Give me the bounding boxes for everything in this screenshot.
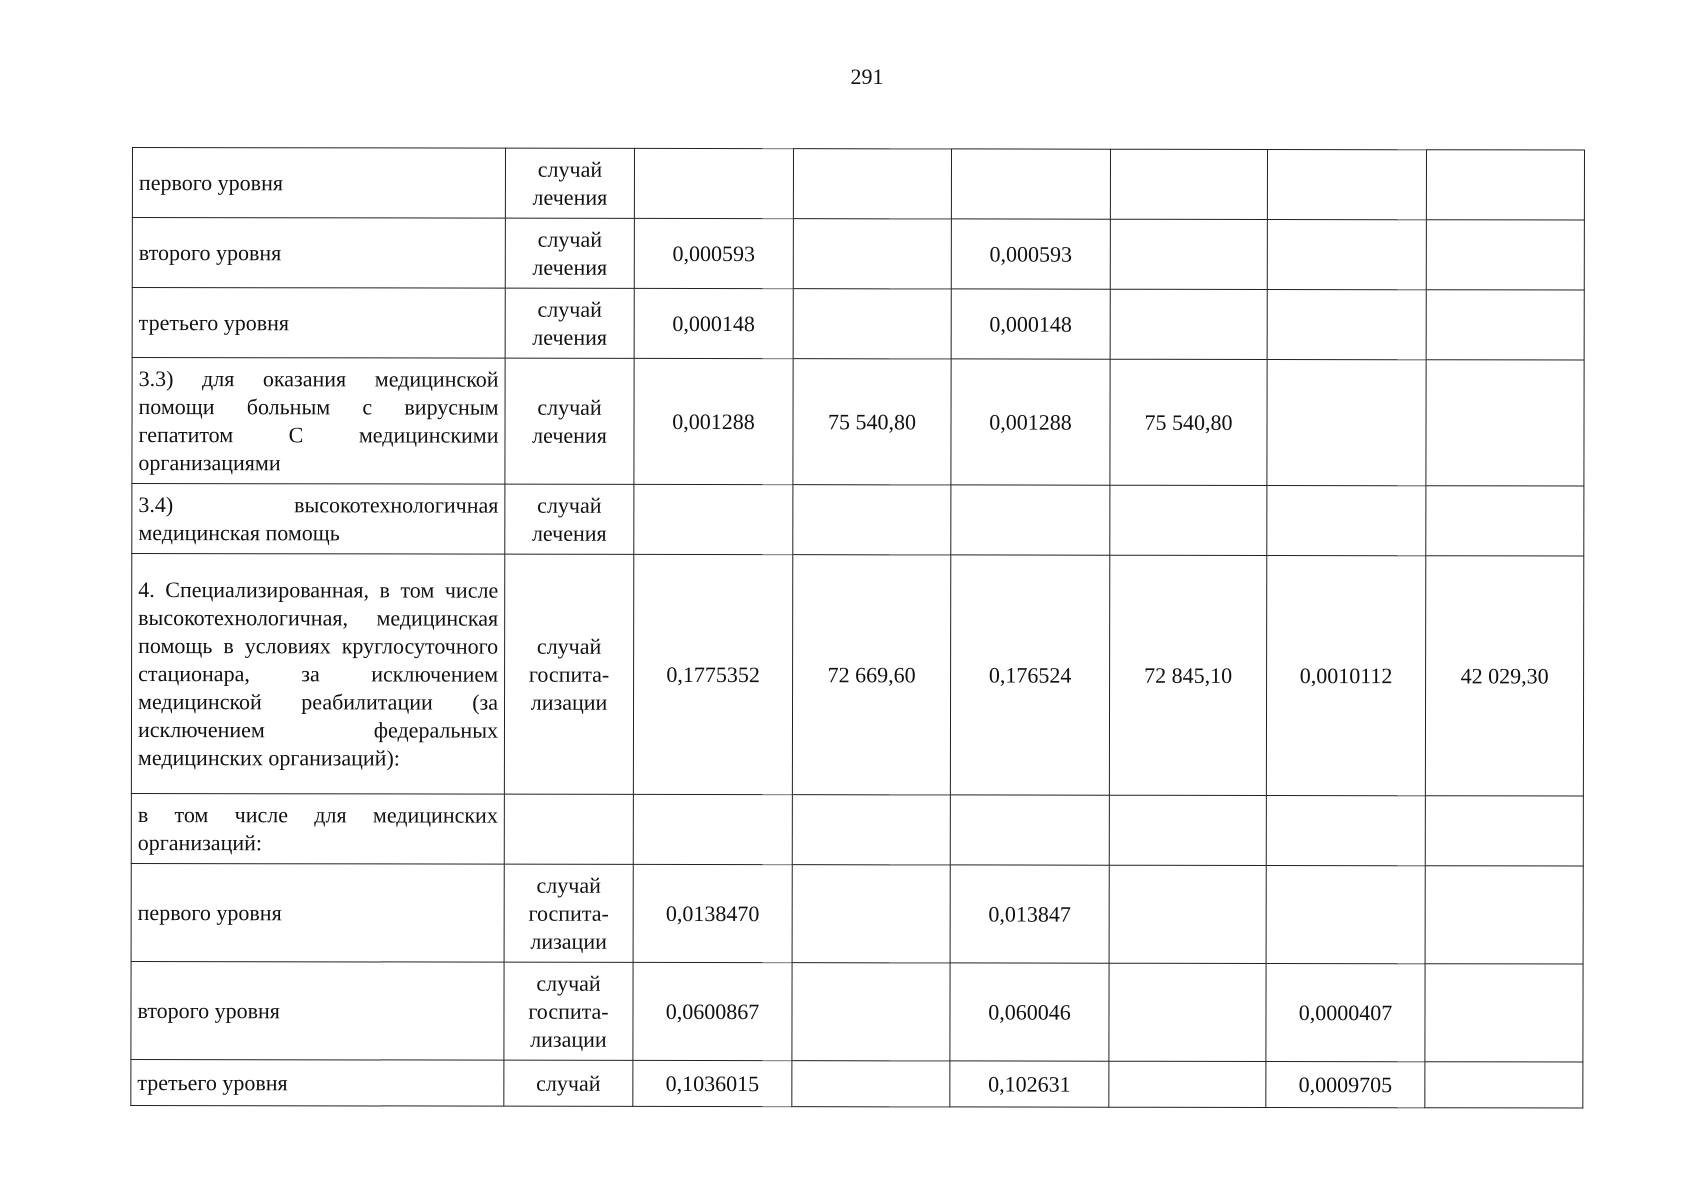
value-cell	[1267, 289, 1426, 359]
value-cell: 0,0000407	[1266, 963, 1425, 1061]
row-label: третьего уровня	[131, 1059, 504, 1106]
value-cell	[1267, 219, 1426, 289]
unit-cell: случай госпита-лизации	[504, 962, 633, 1060]
row-label: 4. Специализированная, в том числе высокотехнологичная, медицинская помощь в условиях круглосуточного стационара, за исключением медицинской реабилитации (за исключением федеральных медицинских организаций):	[131, 554, 504, 795]
row-label: первого уровня	[132, 148, 505, 219]
table-row	[131, 961, 1583, 1062]
unit-cell: случай госпита-лизации	[504, 864, 633, 962]
value-cell: 0,000148	[634, 288, 793, 358]
value-cell	[1267, 359, 1426, 485]
row-label: второго уровня	[132, 218, 505, 289]
row-label: третьего уровня	[132, 288, 505, 359]
value-cell	[951, 149, 1110, 219]
value-cell: 72 669,60	[792, 555, 950, 795]
value-cell	[1110, 289, 1267, 359]
unit-cell: случай госпита-лизации	[504, 554, 633, 794]
value-cell	[1426, 360, 1584, 486]
value-cell	[1425, 866, 1583, 964]
table-row	[131, 1059, 1583, 1108]
value-cell	[1267, 149, 1426, 219]
table-row	[131, 793, 1583, 866]
value-cell: 0,000593	[951, 219, 1110, 289]
unit-cell: случай лечения	[505, 484, 634, 554]
unit-cell: случай лечения	[505, 148, 634, 218]
table-row	[132, 288, 1584, 361]
unit-cell: случай лечения	[505, 218, 634, 288]
value-cell	[1110, 149, 1267, 219]
value-cell: 0,013847	[950, 865, 1109, 963]
value-cell	[1266, 865, 1425, 963]
value-cell	[1426, 290, 1584, 360]
unit-cell	[504, 794, 633, 864]
table-row	[132, 484, 1584, 557]
value-cell	[951, 485, 1110, 555]
value-cell	[1109, 963, 1266, 1061]
value-cell: 0,102631	[950, 1061, 1109, 1107]
value-cell	[950, 795, 1109, 865]
value-cell	[1266, 795, 1425, 865]
row-label: в том числе для медицинских организаций:	[131, 793, 504, 864]
unit-cell: случай лечения	[505, 358, 634, 484]
value-cell: 0,000148	[951, 289, 1110, 359]
table-row	[132, 218, 1584, 291]
row-label: 3.3) для оказания медицинской помощи больным с вирусным гепатитом С медицинскими организациями	[132, 358, 505, 485]
table-row	[132, 358, 1584, 487]
value-cell	[634, 148, 793, 218]
data-table	[130, 147, 1585, 1109]
table-row	[131, 863, 1583, 964]
value-cell	[1426, 150, 1584, 220]
value-cell	[1425, 964, 1583, 1062]
row-label: второго уровня	[131, 961, 504, 1060]
page-number: 291	[850, 64, 884, 89]
value-cell: 0,001288	[634, 358, 793, 484]
value-cell: 0,1775352	[633, 554, 792, 794]
value-cell: 75 540,80	[793, 359, 951, 485]
value-cell: 0,060046	[950, 963, 1109, 1061]
value-cell	[793, 485, 951, 555]
value-cell	[1426, 486, 1584, 556]
value-cell: 72 845,10	[1109, 555, 1266, 795]
value-cell	[1109, 795, 1266, 865]
value-cell	[1110, 219, 1267, 289]
value-cell	[1109, 865, 1266, 963]
unit-cell: случай	[504, 1060, 633, 1106]
table-row	[131, 554, 1583, 797]
value-cell: 0,000593	[634, 218, 793, 288]
value-cell	[1425, 796, 1583, 866]
value-cell: 42 029,30	[1425, 556, 1583, 796]
value-cell: 0,1036015	[633, 1060, 792, 1106]
unit-cell: случай лечения	[505, 288, 634, 358]
value-cell	[634, 484, 793, 554]
value-cell: 0,001288	[951, 359, 1110, 485]
value-cell: 0,0010112	[1266, 555, 1425, 795]
value-cell: 0,0009705	[1266, 1061, 1425, 1107]
value-cell	[792, 1061, 950, 1107]
value-cell: 75 540,80	[1110, 359, 1267, 485]
value-cell	[1267, 485, 1426, 555]
value-cell	[793, 149, 951, 219]
value-cell	[793, 219, 951, 289]
table-row	[132, 148, 1584, 221]
value-cell	[1425, 1062, 1583, 1108]
value-cell	[792, 963, 950, 1061]
value-cell	[1426, 220, 1584, 290]
value-cell	[792, 795, 950, 865]
value-cell	[1109, 1061, 1266, 1107]
value-cell	[1110, 485, 1267, 555]
value-cell	[793, 289, 951, 359]
value-cell: 0,0600867	[633, 962, 792, 1060]
row-label: первого уровня	[131, 863, 504, 962]
value-cell	[633, 794, 792, 864]
row-label: 3.4) высокотехнологичная медицинская помощь	[132, 484, 505, 555]
value-cell: 0,0138470	[633, 864, 792, 962]
value-cell	[792, 865, 950, 963]
value-cell: 0,176524	[950, 555, 1109, 795]
